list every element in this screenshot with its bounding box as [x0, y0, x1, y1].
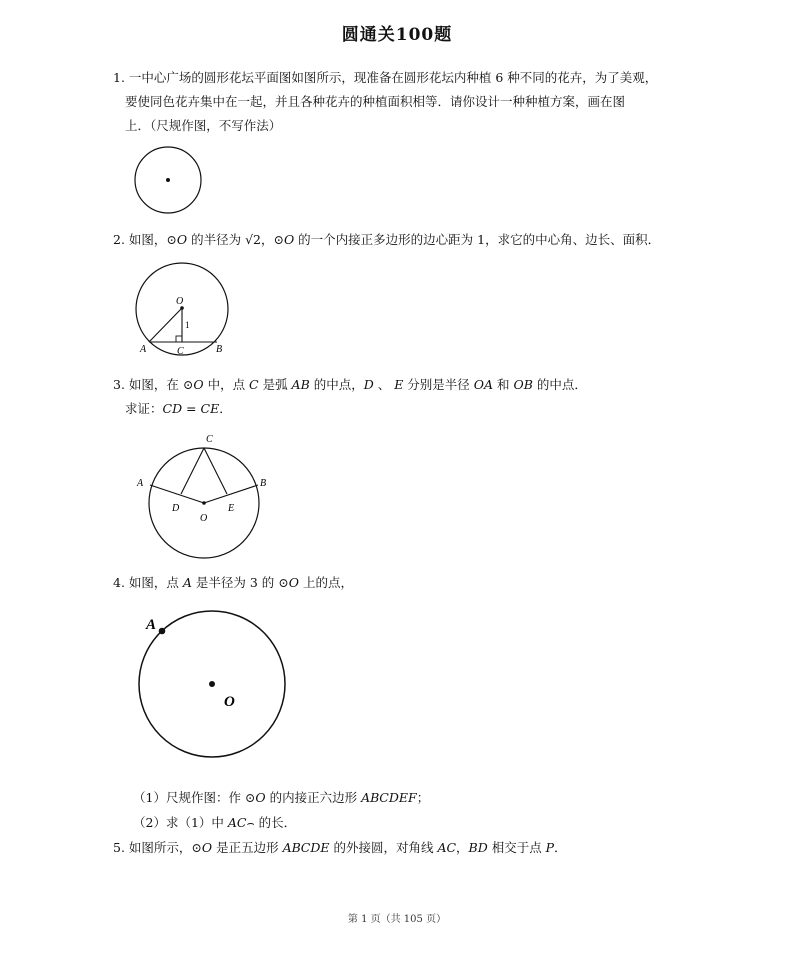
q1-line3: 上．（尺规作图，不写作法） [125, 118, 282, 133]
q4-sub1: （1）尺规作图：作 ⊙𝑂 的内接正六边形 𝐴𝐵𝐶𝐷𝐸𝐹； [133, 790, 430, 805]
label-b: B [216, 344, 223, 355]
q4-text: 4. 如图，点 𝐴 是半径为 3 的 ⊙𝑂 上的点， [113, 575, 353, 590]
q3-line1: 3. 如图，在 ⊙𝑂 中，点 𝐶 是弧 𝐴𝐵 的中点，𝐷 、 𝐸 分别是半径 𝑂𝐴 和 𝑂𝐵 的中点． [113, 377, 587, 392]
segment-cd [181, 448, 204, 494]
q5-text: 5. 如图所示，⊙𝑂 是正五边形 𝐴𝐵𝐶𝐷𝐸 的外接圆，对角线 𝐴𝐶，𝐵𝐷 相交于点 𝑃． [113, 840, 567, 855]
label-one: 1 [185, 320, 190, 330]
right-angle-mark [176, 336, 182, 342]
radius-ob [204, 485, 258, 503]
q1-line1: 1. 一中心广场的圆形花坛平面图如图所示，现准备在圆形花坛内种植 6 种不同的花卉，为了美观， [113, 70, 658, 85]
page-footer: 第 1 页（共 105 页） [347, 914, 447, 925]
q3-figure [133, 430, 273, 564]
label-c: C [177, 346, 184, 357]
label-d: D [172, 503, 180, 514]
label-o: O [176, 296, 184, 307]
label-c: C [206, 434, 213, 445]
q2-figure [130, 258, 242, 362]
q3-line2: 求证：𝐶𝐷 = 𝐶𝐸． [125, 401, 232, 416]
q4-figure [138, 608, 294, 758]
q1-line2: 要使同色花卉集中在一起，并且各种花卉的种植面积相等．请你设计一种种植方案，画在图 [125, 94, 626, 109]
label-a: A [146, 617, 157, 633]
label-e: E [228, 503, 235, 514]
page-title: 圆通关100题 [341, 25, 453, 45]
segment-ce [204, 448, 227, 494]
point-o [202, 501, 206, 505]
q4-sub2: （2）求（1）中 𝐴𝐶⌢ 的长． [133, 815, 297, 830]
label-a: A [140, 344, 147, 355]
q1-figure-circle [132, 146, 206, 220]
label-a: A [137, 478, 144, 489]
label-o: O [224, 694, 235, 710]
radius-oa [149, 308, 182, 342]
q2-text: 2. 如图，⊙𝑂 的半径为 √2，⊙𝑂 的一个内接正多边形的边心距为 1，求它的中心角、边长、面积． [113, 232, 661, 247]
point-o [209, 681, 215, 687]
radius-oa [150, 485, 204, 503]
label-o: O [200, 513, 208, 524]
point-a [159, 628, 166, 635]
center-dot [166, 178, 170, 182]
label-b: B [260, 478, 267, 489]
